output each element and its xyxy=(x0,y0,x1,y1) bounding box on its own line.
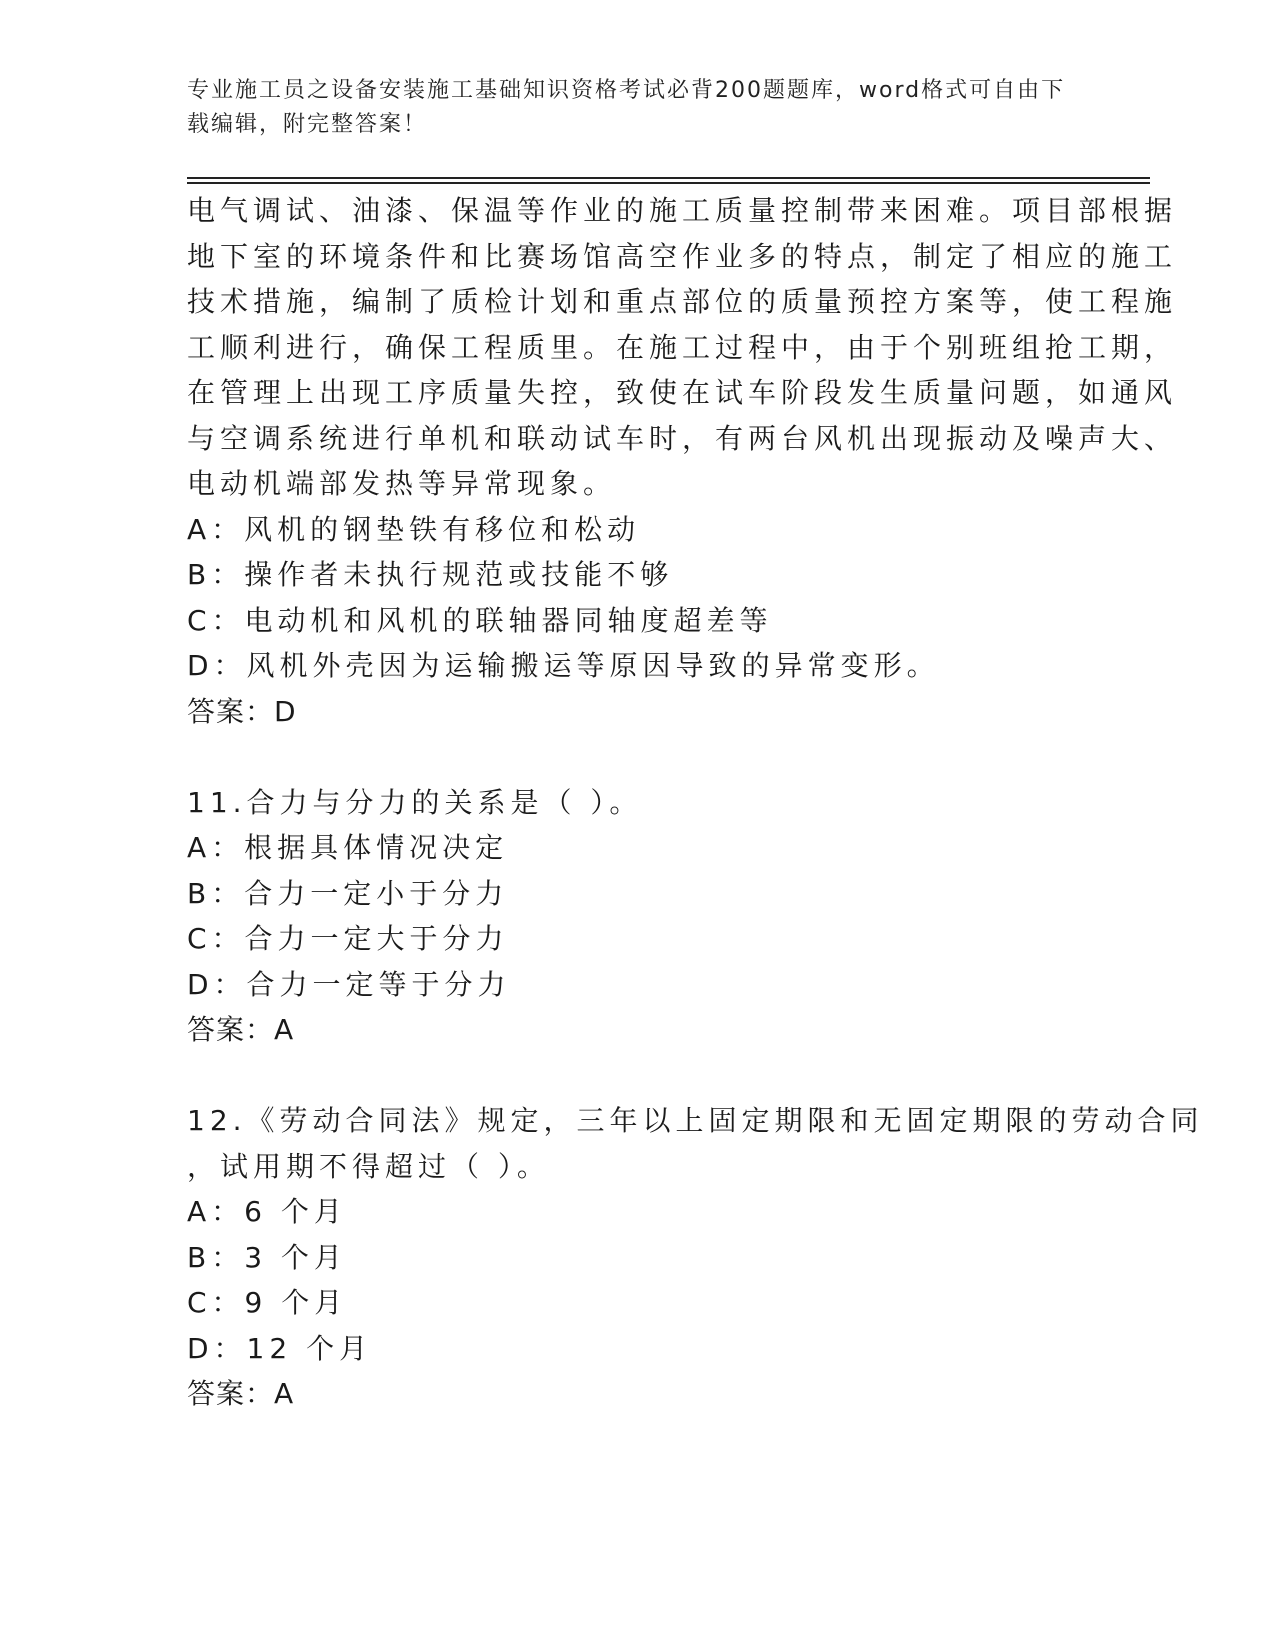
header-divider-bottom xyxy=(187,182,1150,184)
option-a: A：根据具体情况决定 xyxy=(187,831,509,864)
question-stem-line: 技术措施，编制了质检计划和重点部位的质量预控方案等，使工程施 xyxy=(187,285,1178,318)
option-c: C：9 个月 xyxy=(187,1286,348,1319)
question-stem-line: 与空调系统进行单机和联动试车时，有两台风机出现振动及噪声大、 xyxy=(187,421,1178,455)
option-a: A：6 个月 xyxy=(187,1195,347,1228)
question-10 xyxy=(187,188,1178,734)
question-content xyxy=(187,188,1204,1417)
document-header: 专业施工员之设备安装施工基础知识资格考试必背200题题库，word格式可自由下载编辑，附完整答案！ xyxy=(187,78,1066,137)
question-stem-line: 工顺利进行，确保工程质里。在施工过程中，由于个别班组抢工期， xyxy=(187,330,1178,364)
option-b: B：3 个月 xyxy=(187,1240,347,1274)
question-stem-line: 地下室的环境条件和比赛场馆高空作业多的特点，制定了相应的施工 xyxy=(187,239,1178,273)
answer-label: 答案：D xyxy=(187,694,297,728)
spacer xyxy=(187,1053,1087,1099)
question-12 xyxy=(187,1098,1204,1417)
option-d: D：12 个月 xyxy=(187,1331,373,1365)
option-a: A：风机的钢垫铁有移位和松动 xyxy=(187,512,641,546)
option-b: B：合力一定小于分力 xyxy=(187,876,509,910)
question-stem-line: 12.《劳动合同法》规定，三年以上固定期限和无固定期限的劳动合同 xyxy=(187,1104,1204,1137)
spacer xyxy=(187,734,1087,780)
answer-label: 答案：A xyxy=(187,1013,295,1046)
option-d: D：风机外壳因为运输搬运等原因导致的异常变形。 xyxy=(187,649,940,682)
question-stem-line: 电气调试、油漆、保温等作业的施工质量控制带来困难。项目部根据 xyxy=(187,194,1178,227)
question-stem-line: 电动机端部发热等异常现象。 xyxy=(187,467,617,500)
question-11 xyxy=(187,780,1087,1053)
question-stem-line: 11.合力与分力的关系是（ ）。 xyxy=(187,785,643,819)
header-divider-top xyxy=(187,177,1150,179)
answer-label: 答案：A xyxy=(187,1377,295,1410)
option-d: D：合力一定等于分力 xyxy=(187,967,511,1001)
question-stem-line: 在管理上出现工序质量失控，致使在试车阶段发生质量问题，如通风 xyxy=(187,376,1178,409)
question-stem-line: ，试用期不得超过（ ）。 xyxy=(187,1149,550,1183)
option-b: B：操作者未执行规范或技能不够 xyxy=(187,558,674,591)
option-c: C：合力一定大于分力 xyxy=(187,922,509,955)
option-c: C：电动机和风机的联轴器同轴度超差等 xyxy=(187,603,773,637)
